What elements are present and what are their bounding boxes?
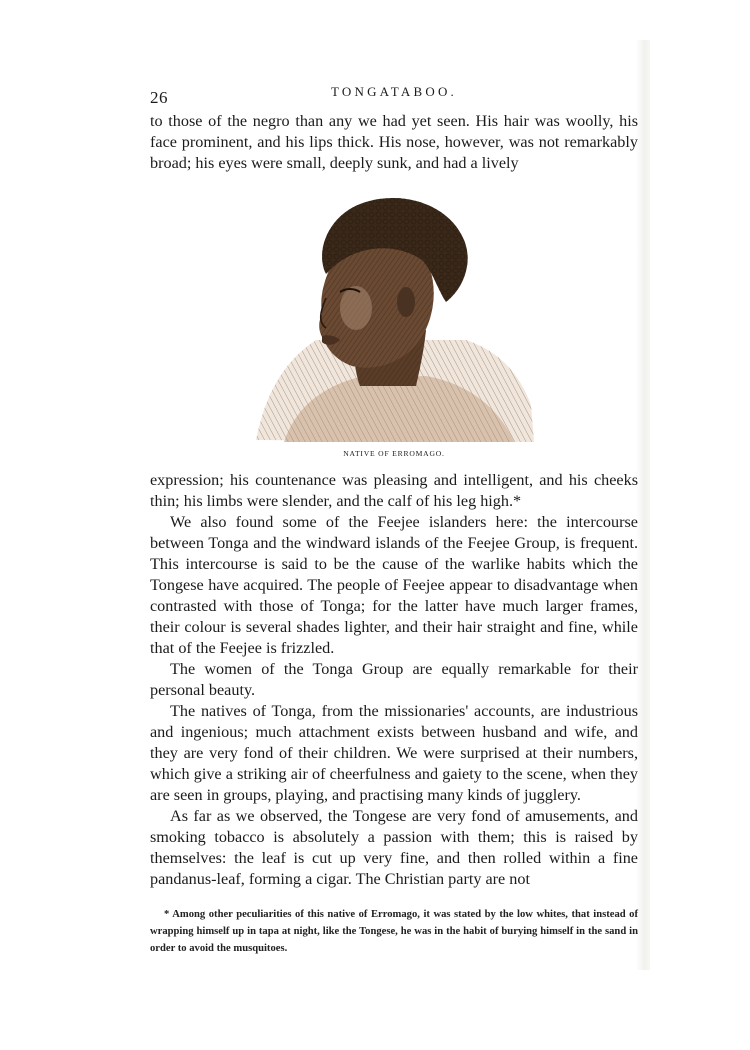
paragraph: expression; his countenance was pleasing and intelligent, and his cheeks thin; his limbs were slender, and the calf of his leg high.*: [150, 471, 638, 510]
page-shadow-edge: [636, 40, 650, 970]
page-number: 26: [150, 88, 168, 107]
page-header: [148, 84, 640, 106]
paragraph: As far as we observed, the Tongese are very fond of amusements, and smoking tobacco is absolutely a passion with them; this is raised by themselves: the leaf is cut up very fine, and then rolled within a fine pandanus-leaf, forming a cigar. The Christian party are not: [150, 807, 638, 888]
paragraph: The natives of Tonga, from the missionaries' accounts, are industrious and ingenious; much attachment exists between husband and wife, and they are very fond of their children. We were surprised at their numbers, which give a striking air of cheerfulness and gaiety to the scene, when they are seen in groups, playing, and practising many kinds of jugglery.: [150, 702, 638, 804]
paragraph-continued: to those of the negro than any we had yet seen. His hair was woolly, his face prominent, and his lips thick. His nose, however, was not remarkably broad; his eyes were small, deeply sunk, and had a lively: [150, 112, 638, 172]
paragraph: We also found some of the Feejee islanders here: the intercourse between Tonga and the windward islands of the Feejee Group, is frequent. This intercourse is said to be the cause of the warlike habits which the Tongese have acquired. The people of Feejee appear to disadvantage when contrasted with those of Tonga; for the latter have much larger frames, their colour is several shades lighter, and their hair straight and fine, while that of the Feejee is frizzled.: [150, 513, 638, 657]
engraved-portrait-icon: [256, 190, 534, 442]
body-text-block: [150, 470, 638, 890]
portrait-figure: [256, 190, 534, 442]
figure-caption: NATIVE OF ERROMAGO.: [343, 449, 445, 458]
running-title: TONGATABOO.: [330, 84, 457, 99]
footnote: * Among other peculiarities of this native of Erromago, it was stated by the low whites, that instead of wrapping himself up in tapa at night, like the Tongese, he was in the habit of burying himself in the sand in order to avoid the musquitoes.: [150, 909, 638, 954]
paragraph: The women of the Tonga Group are equally remarkable for their personal beauty.: [150, 660, 638, 699]
